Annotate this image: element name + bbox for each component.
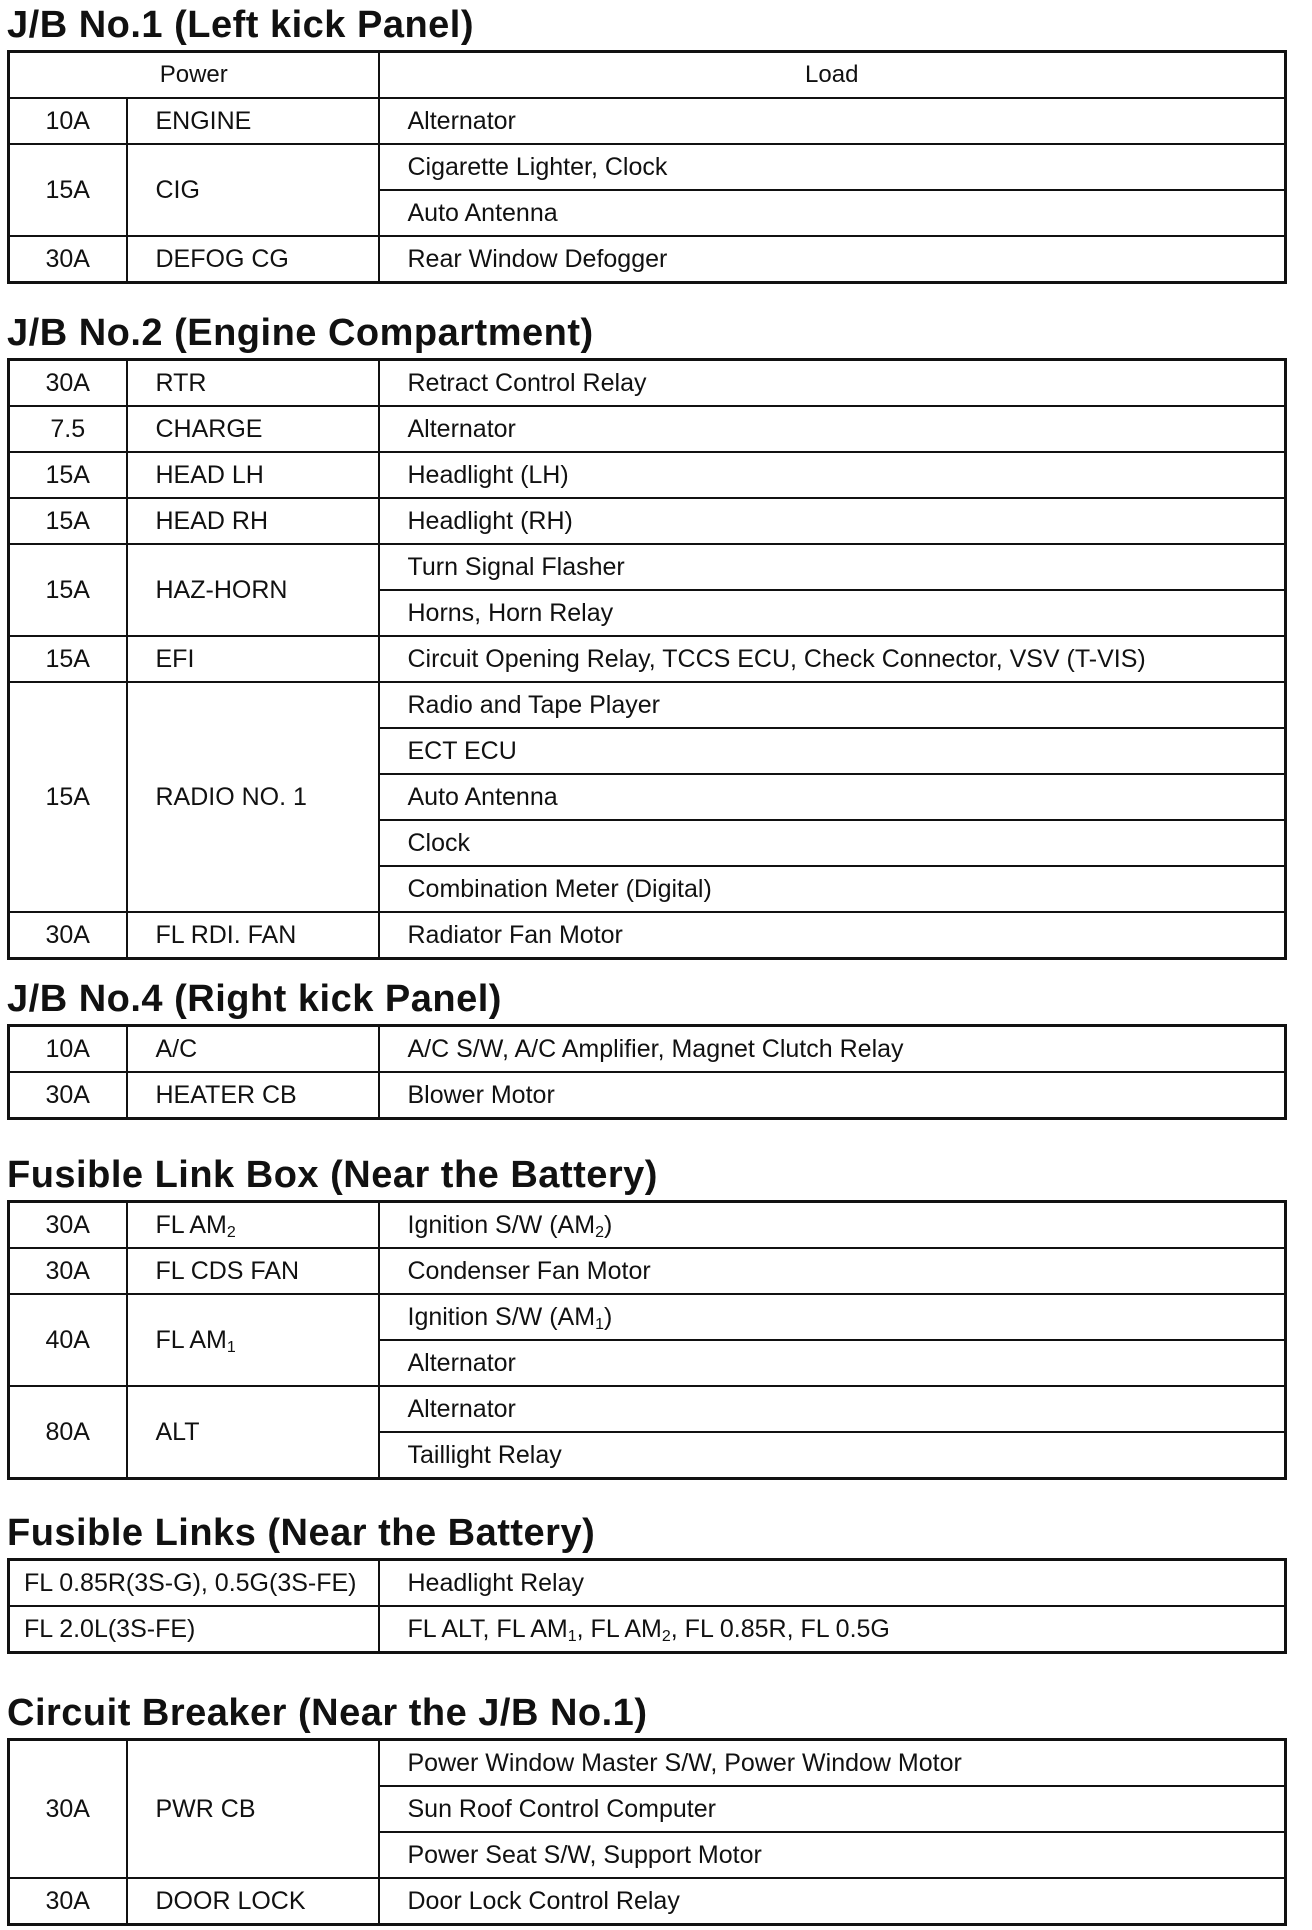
fuse-name-cell: CHARGE [127, 406, 379, 452]
fuse-name-subscript: 2 [226, 1224, 236, 1241]
fuse-name-cell [127, 1294, 379, 1386]
table-row [9, 360, 1286, 407]
load-cell: Radiator Fan Motor [379, 912, 1286, 959]
section-title: Fusible Links (Near the Battery) [7, 1512, 596, 1554]
fuse-table [7, 1738, 1287, 1926]
fuse-name-cell: FL 2.0L(3S-FE) [9, 1606, 379, 1653]
load-cell: Retract Control Relay [379, 360, 1286, 407]
load-text-end: ) [603, 1303, 613, 1331]
power-header: Power [9, 52, 379, 99]
load-cell: Auto Antenna [379, 774, 1286, 820]
table-row [9, 1386, 1286, 1432]
load-text: FL ALT, FL AM [407, 1615, 568, 1643]
amp-cell: 30A [9, 1878, 127, 1925]
amp-cell: 30A [9, 236, 127, 283]
load-subscript: 1 [567, 1628, 577, 1645]
amp-cell: 30A [9, 1072, 127, 1119]
fuse-name-cell: CIG [127, 144, 379, 236]
load-cell: Clock [379, 820, 1286, 866]
load-text: Ignition S/W (AM [407, 1303, 596, 1331]
fuse-table [7, 358, 1287, 960]
amp-cell: 15A [9, 144, 127, 236]
table-row [9, 1026, 1286, 1073]
table-row [9, 636, 1286, 682]
section-jb1 [7, 0, 1287, 284]
load-cell: Circuit Opening Relay, TCCS ECU, Check Connector, VSV (T-VIS) [379, 636, 1286, 682]
load-header: Load [379, 52, 1286, 99]
amp-cell: 30A [9, 1202, 127, 1249]
fuse-name-cell: FL CDS FAN [127, 1248, 379, 1294]
fuse-name-cell: FL RDI. FAN [127, 912, 379, 959]
load-text-end: ) [603, 1211, 613, 1239]
table-row [9, 144, 1286, 190]
fuse-name-cell: ENGINE [127, 98, 379, 144]
table-row [9, 406, 1286, 452]
load-cell [379, 1606, 1286, 1653]
table-row [9, 1072, 1286, 1119]
load-cell: Combination Meter (Digital) [379, 866, 1286, 912]
load-cell: Blower Motor [379, 1072, 1286, 1119]
amp-cell: 30A [9, 1740, 127, 1879]
table-row [9, 1294, 1286, 1340]
fuse-name-cell: DEFOG CG [127, 236, 379, 283]
amp-cell: 30A [9, 912, 127, 959]
load-cell: Taillight Relay [379, 1432, 1286, 1479]
section-jb2 [7, 308, 1287, 960]
table-row [9, 452, 1286, 498]
amp-cell: 10A [9, 1026, 127, 1073]
load-subscript: 2 [595, 1224, 604, 1241]
table-row [9, 98, 1286, 144]
load-subscript: 2 [661, 1628, 671, 1645]
amp-cell: 15A [9, 682, 127, 912]
load-cell: Condenser Fan Motor [379, 1248, 1286, 1294]
table-row [9, 544, 1286, 590]
amp-cell: 15A [9, 636, 127, 682]
load-cell: Headlight Relay [379, 1560, 1286, 1607]
fuse-name-cell: ALT [127, 1386, 379, 1479]
load-text: Ignition S/W (AM [407, 1211, 596, 1239]
load-cell: Headlight (LH) [379, 452, 1286, 498]
fuse-name-cell: A/C [127, 1026, 379, 1073]
fuse-name-cell: HEAD LH [127, 452, 379, 498]
load-cell: Sun Roof Control Computer [379, 1786, 1286, 1832]
load-cell: Rear Window Defogger [379, 236, 1286, 283]
amp-cell: 80A [9, 1386, 127, 1479]
fuse-name-subscript: 1 [226, 1339, 236, 1356]
load-cell [379, 1294, 1286, 1340]
section-title: J/B No.1 (Left kick Panel) [7, 4, 475, 46]
fuse-table [7, 1024, 1287, 1120]
amp-cell: 30A [9, 1248, 127, 1294]
load-subscript: 1 [595, 1316, 604, 1333]
load-cell [379, 1202, 1286, 1249]
load-text: , FL AM [576, 1615, 662, 1643]
fuse-name-cell: PWR CB [127, 1740, 379, 1879]
amp-cell: 10A [9, 98, 127, 144]
amp-cell: 7.5 [9, 406, 127, 452]
section-fusible-link-box [7, 1150, 1287, 1480]
section-jb4 [7, 974, 1287, 1120]
table-row [9, 1560, 1286, 1607]
fuse-name-cell: FL 0.85R(3S-G), 0.5G(3S-FE) [9, 1560, 379, 1607]
load-cell: Power Seat S/W, Support Motor [379, 1832, 1286, 1878]
table-row [9, 1878, 1286, 1925]
table-row [9, 1202, 1286, 1249]
table-row [9, 1248, 1286, 1294]
fuse-name-cell: HEAD RH [127, 498, 379, 544]
table-row [9, 912, 1286, 959]
amp-cell: 15A [9, 544, 127, 636]
fuse-table [7, 1558, 1287, 1654]
fuse-name-cell: HAZ-HORN [127, 544, 379, 636]
fuse-name-cell: DOOR LOCK [127, 1878, 379, 1925]
table-header-row [9, 52, 1286, 99]
section-title: J/B No.4 (Right kick Panel) [7, 978, 502, 1020]
table-row [9, 498, 1286, 544]
fuse-name-cell: HEATER CB [127, 1072, 379, 1119]
load-cell: Alternator [379, 98, 1286, 144]
load-cell: Alternator [379, 406, 1286, 452]
load-cell: Turn Signal Flasher [379, 544, 1286, 590]
table-row [9, 1740, 1286, 1787]
fuse-name-text: FL AM [155, 1211, 227, 1239]
load-cell: Alternator [379, 1386, 1286, 1432]
amp-cell: 40A [9, 1294, 127, 1386]
load-cell: Auto Antenna [379, 190, 1286, 236]
table-row [9, 1606, 1286, 1653]
fuse-table [7, 50, 1287, 284]
section-circuit-breaker [7, 1688, 1287, 1926]
section-title: Circuit Breaker (Near the J/B No.1) [7, 1692, 648, 1734]
load-cell: Alternator [379, 1340, 1286, 1386]
load-cell: Radio and Tape Player [379, 682, 1286, 728]
load-cell: Headlight (RH) [379, 498, 1286, 544]
table-row [9, 236, 1286, 283]
load-cell: A/C S/W, A/C Amplifier, Magnet Clutch Relay [379, 1026, 1286, 1073]
fuse-name-text: FL AM [155, 1326, 227, 1354]
load-cell: Power Window Master S/W, Power Window Motor [379, 1740, 1286, 1787]
fuse-name-cell: EFI [127, 636, 379, 682]
amp-cell: 30A [9, 360, 127, 407]
section-title: Fusible Link Box (Near the Battery) [7, 1154, 658, 1196]
amp-cell: 15A [9, 498, 127, 544]
fuse-name-cell: RTR [127, 360, 379, 407]
load-cell: Door Lock Control Relay [379, 1878, 1286, 1925]
table-row [9, 682, 1286, 728]
fuse-name-cell [127, 1202, 379, 1249]
load-text: , FL 0.85R, FL 0.5G [670, 1615, 890, 1643]
section-fusible-links [7, 1508, 1287, 1654]
amp-cell: 15A [9, 452, 127, 498]
section-title: J/B No.2 (Engine Compartment) [7, 312, 594, 354]
load-cell: ECT ECU [379, 728, 1286, 774]
load-cell: Cigarette Lighter, Clock [379, 144, 1286, 190]
fuse-name-cell: RADIO NO. 1 [127, 682, 379, 912]
load-cell: Horns, Horn Relay [379, 590, 1286, 636]
fuse-table [7, 1200, 1287, 1480]
